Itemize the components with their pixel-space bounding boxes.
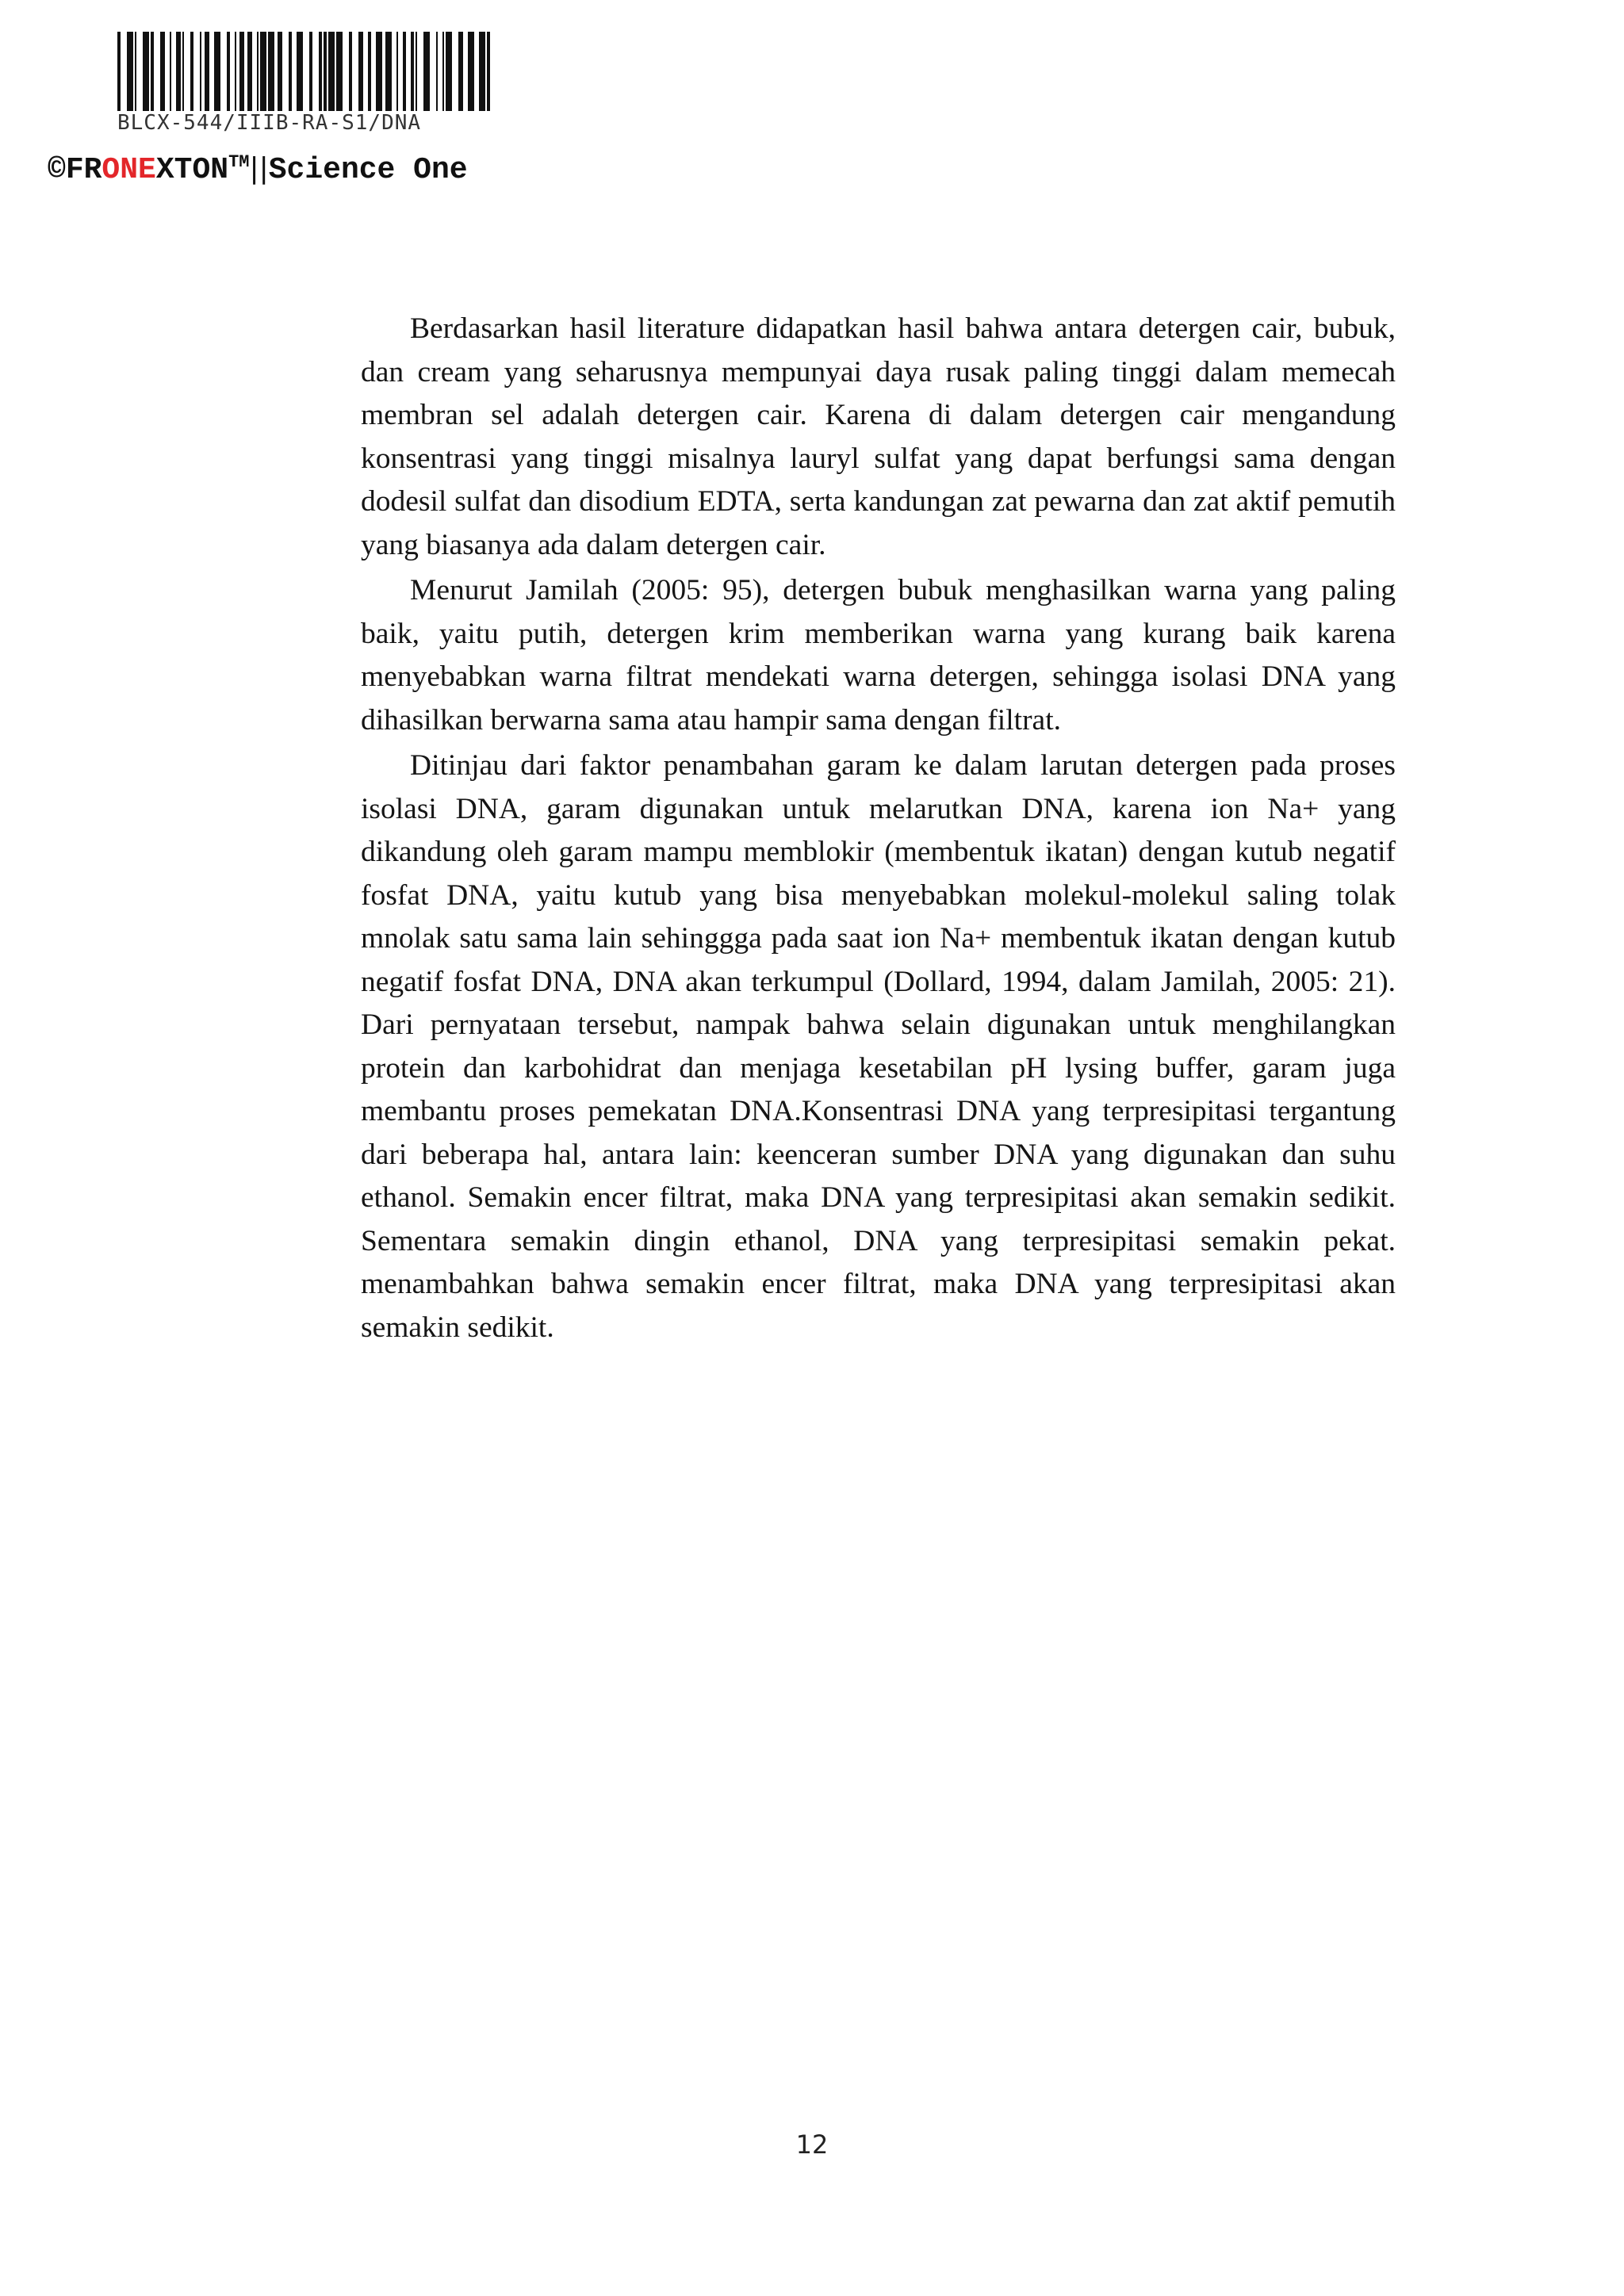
brand-part-accent: ONE <box>102 153 156 187</box>
trademark-mark: TM <box>228 152 250 172</box>
barcode-bar <box>227 32 230 111</box>
barcode-bar <box>442 32 444 111</box>
barcode-bar <box>247 32 252 111</box>
barcode-bar <box>411 32 414 111</box>
paragraph: Ditinjau dari faktor penambahan garam ke dalam larutan detergen pada proses isolasi DNA, garam digunakan untuk melarutkan DNA, karena ion Na+ yang dikandung oleh garam mampu memblokir (membentuk ikatan) dengan kutub negatif fosfat DNA, yaitu kutub yang bisa menyebabkan molekul-molekul saling tolak mnolak satu sama lain sehinggga pada saat ion Na+ membentuk ikatan dengan kutub negatif fosfat DNA, DNA akan terkumpul (Dollard, 1994, dalam Jamilah, 2005: 21). Dari pernyataan tersebut, nampak bahwa selain digunakan untuk menghilangkan protein dan karbohidrat dan menjaga kesetabilan pH lysing buffer, garam juga membantu proses pemekatan DNA.Konsentrasi DNA yang terpresipitasi tergantung dari beberapa hal, antara lain: keenceran sumber DNA yang digunakan dan suhu ethanol. Semakin encer filtrat, maka DNA yang terpresipitasi akan semakin sedikit. Sementara semakin dingin ethanol, DNA yang terpresipitasi semakin pekat. menambahkan bahwa semakin encer filtrat, maka DNA yang terpresipitasi akan semakin sedikit. <box>361 749 1396 1344</box>
brand-suffix: Science One <box>268 153 468 187</box>
barcode-bar <box>151 32 154 111</box>
barcode-bar <box>403 32 406 111</box>
barcode-bar <box>176 32 181 111</box>
barcode-bar <box>268 32 274 111</box>
barcode-code: BLCX-544/IIIB-RA-S1/DNA <box>117 111 422 135</box>
barcode-bar <box>423 32 430 111</box>
barcode-bar <box>127 32 133 111</box>
barcode-bar <box>436 32 438 111</box>
barcode-bar <box>182 32 184 111</box>
body-text <box>361 308 1396 1352</box>
barcode-bar <box>319 32 322 111</box>
barcode-bar <box>328 32 335 111</box>
paragraph: Menurut Jamilah (2005: 95), detergen bubuk menghasilkan warna yang paling baik, yaitu putih, detergen krim memberikan warna yang kurang baik karena menyebabkan warna filtrat mendekati warna detergen, sehingga isolasi DNA yang dihasilkan berwarna sama atau hampir sama dengan filtrat. <box>361 574 1396 737</box>
barcode-bar <box>446 32 452 111</box>
barcode-bar <box>385 32 392 111</box>
barcode-icon <box>117 32 490 111</box>
barcode-bar <box>190 32 193 111</box>
paragraph: Berdasarkan hasil literature didapatkan hasil bahwa antara detergen cair, bubuk, dan cream yang seharusnya mempunyai daya rusak paling tinggi dalam memecah membran sel adalah detergen cair. Karena di dalam detergen cair mengandung konsentrasi yang tinggi misalnya lauryl sulfat yang dapat berfungsi sama dengan dodesil sulfat dan disodium EDTA, serta kandungan zat pewarna dan zat aktif pemutih yang biasanya ada dalam detergen cair. <box>361 312 1396 561</box>
page-number: 12 <box>795 2130 829 2160</box>
brand-separator: || <box>249 152 269 185</box>
copyright-symbol: © <box>48 153 66 187</box>
barcode-bar <box>143 32 149 111</box>
barcode-bar <box>214 32 220 111</box>
barcode-bar <box>479 32 485 111</box>
barcode-bar <box>117 32 121 111</box>
brand-line <box>48 152 468 187</box>
barcode-bar <box>200 32 201 111</box>
barcode-bar <box>239 32 244 111</box>
barcode-bar <box>349 32 352 111</box>
brand-part-1: FR <box>65 153 102 187</box>
barcode-bar <box>235 32 236 111</box>
barcode-bar <box>358 32 363 111</box>
barcode-bar <box>336 32 343 111</box>
brand-part-3: XTON <box>155 153 229 187</box>
barcode-bar <box>260 32 266 111</box>
barcode-bar <box>376 32 382 111</box>
barcode-bar <box>289 32 292 111</box>
barcode-bar <box>297 32 303 111</box>
barcode <box>117 32 490 111</box>
barcode-bar <box>324 32 327 111</box>
barcode-bar <box>170 32 171 111</box>
document-header <box>48 32 539 190</box>
barcode-bar <box>396 32 398 111</box>
barcode-bar <box>416 32 417 111</box>
barcode-bar <box>309 32 312 111</box>
barcode-bar <box>160 32 165 111</box>
barcode-bar <box>458 32 463 111</box>
barcode-bar <box>278 32 282 111</box>
barcode-bar <box>368 32 371 111</box>
barcode-bar <box>487 32 490 111</box>
barcode-bar <box>468 32 474 111</box>
barcode-bar <box>257 32 259 111</box>
barcode-bar <box>205 32 209 111</box>
barcode-bar <box>135 32 136 111</box>
